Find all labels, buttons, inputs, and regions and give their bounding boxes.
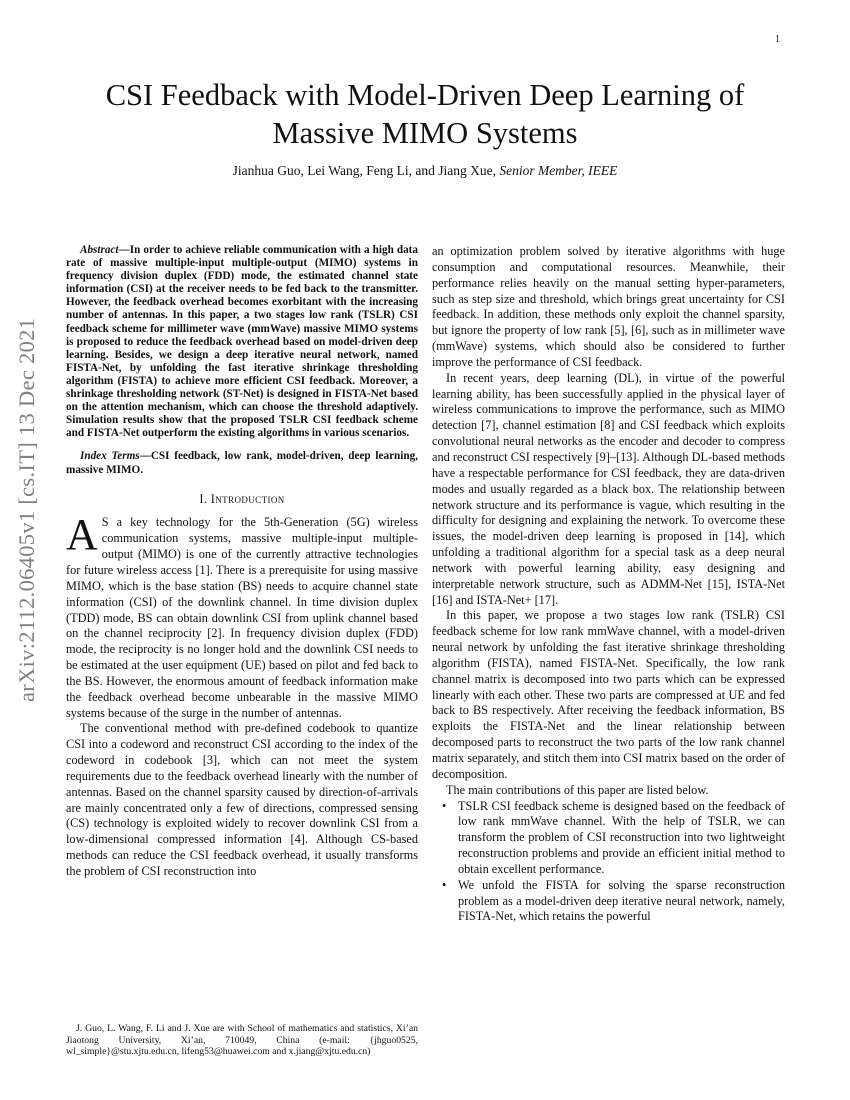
right-paragraph-2: In recent years, deep learning (DL), in virtue of the powerful learning ability, has been successfully applied in the physical layer of wireless communications to improve the performance, such as MIMO detection [7], channel estimation [8] and CSI feedback which exploits convolutional neural networks as the encoder and decoder to compress and reconstruct CSI respectively [9]–[13]. Although DL-based methods have a respectable performance for CSI feedback, they are data-driven modes and usually regarded as a black box. The relationship between network structure and its performance is vague, which resulting in the difficulty for designing and explaining the network. To overcome these issues, the model-driven deep learning is proposed in [14], which unfolding a traditional algorithm for a special task as a deep neural network with powerful learning ability, easy designing and interpretable network structure, such as ADMM-Net [15], ISTA-Net [16] and ISTA-Net+ [17]. — [432, 370, 785, 607]
index-terms-lead: Index Terms — [80, 450, 140, 463]
author-affiliation-footnote: J. Guo, L. Wang, F. Li and J. Xue are with School of mathematics and statistics, Xi’an Jiaotong University, Xi’an, 710049, China (e-mail: {jhguo0525, wl_simple}@stu.xjtu.edu.cn, lifeng53@huawei.com and x.jiang@xjtu.edu.cn) — [66, 1023, 418, 1058]
contribution-text: We unfold the FISTA for solving the sparse reconstruction problem as a model-driven deep iterative neural network, namely, FISTA-Net, which retains the powerful — [458, 877, 785, 924]
author-membership: Senior Member, IEEE — [499, 163, 618, 178]
arxiv-stamp: arXiv:2112.06405v1 [cs.IT] 13 Dec 2021 — [14, 317, 39, 702]
intro-paragraph-1-text: S a key technology for the 5th-Generation (5G) wireless communication systems, massive multiple-input multiple-output (MIMO) is one of the currently attractive technologies for future wireless access [1]. There is a prerequisite for using massive MIMO, which is the base station (BS) needs to acquire channel state information (CSI) of the downlink channel. In time division duplex (TDD) mode, BS can obtain downlink CSI from uplink channel based on the channel reciprocity [2]. In frequency division duplex (FDD) mode, the reciprocity is no longer hold and the downlink CSI needs to be estimated at the user equipment (UE) based on pilot and fed back to the BS. However, the enormous amount of feedback information make the feedback overhead become unbearable in the massive MIMO systems because of the surge in the number of antennas. — [66, 515, 418, 720]
intro-paragraph-2: The conventional method with pre-defined codebook to quantize CSI into a codeword and reconstruct CSI according to the index of the codeword in codebook [3], which can not meet the system requirements due to the feedback overhead linearly with the number of antennas. Based on the channel sparsity caused by direction-of-arrivals are mainly concentrated only a few of directions, compressed sensing (CS) technology is exploited widely to recover downlink CSI from a low-dimensional compressed information [4]. Although CS-based methods can reduce the CSI feedback overhead, it usually transforms the problem of CSI reconstruction into — [66, 721, 418, 878]
bullet-icon: • — [442, 877, 447, 892]
contribution-item — [442, 877, 785, 926]
author-list — [40, 163, 810, 179]
contributions-list — [432, 799, 785, 926]
intro-paragraph-1 — [66, 510, 418, 721]
bullet-icon: • — [442, 798, 447, 813]
contribution-text: TSLR CSI feedback scheme is designed based on the feedback of low rank mmWave channel. With the help of TSLR, we can transform the problem of CSI reconstruction into two lightweight reconstruction problems and provide an efficient initial method to obtain excellent performance. — [458, 798, 785, 876]
paper-title — [40, 76, 810, 152]
abstract-lead: Abstract — [80, 244, 119, 256]
abstract-text: —In order to achieve reliable communication with a high data rate of massive multiple-input multiple-output (MIMO) systems in frequency division duplex (FDD) mode, the estimated channel state information (CSI) at the receiver needs to be fed back to the transmitter. However, the feedback overhead becomes exorbitant with the increasing number of antennas. In this paper, a two stages low rank (TSLR) CSI feedback scheme for millimeter wave (mmWave) massive MIMO systems is proposed to reduce the feedback overhead based on model-driven deep learning. Besides, we design a deep iterative neural network, named FISTA-Net, by unfolding the fast iterative shrinkage thresholding algorithm (FISTA) to achieve more efficient CSI feedback. Moreover, a shrinkage thresholding network (ST-Net) is designed in FISTA-Net based on the attention mechanism, which can choose the threshold adaptively. Simulation results show that the proposed TSLR CSI feedback scheme and FISTA-Net outperform the existing algorithms in various scenarios. — [66, 244, 418, 440]
page-number: 1 — [775, 34, 780, 45]
left-column — [66, 244, 418, 880]
section-numeral: I. — [199, 491, 211, 506]
section-heading — [66, 492, 418, 508]
contribution-item — [442, 798, 785, 878]
right-paragraph-4: The main contributions of this paper are listed below. — [446, 782, 709, 797]
author-names: Jianhua Guo, Lei Wang, Feng Li, and Jiang Xue, — [232, 163, 496, 178]
title-line-1: CSI Feedback with Model-Driven Deep Learning of — [105, 78, 745, 112]
abstract — [66, 244, 418, 440]
section-title: Introduction — [210, 491, 285, 506]
title-line-2: Massive MIMO Systems — [272, 116, 578, 150]
drop-cap: A — [66, 510, 98, 560]
right-column — [432, 244, 785, 925]
index-terms-text: —CSI feedback, low rank, model-driven, deep learning, massive MIMO. — [66, 450, 418, 476]
right-paragraph-3: In this paper, we propose a two stages low rank (TSLR) CSI feedback scheme for low rank mmWave channel, with a model-driven neural network by unfolding the fast iterative shrinkage thresholding algorithm (FISTA), named FISTA-Net. Specifically, the low rank channel matrix is decomposed into two parts which can be expressed linearly with each other. These two parts are compressed at UE and fed back to BS respectively. After receiving the feedback information, BS exploits the FISTA-Net and the linear relationship between decomposed parts to reconstruct the two parts of the low rank channel matrix separately, and stitch them into CSI matrix based on the order of decomposition. — [432, 608, 785, 781]
right-paragraph-1: an optimization problem solved by iterative algorithms with huge consumption and computational resources. Meanwhile, their performance relies heavily on the manual setting hyper-parameters, such as step size and threshold, which brings great uncertainty for CSI feedback. In addition, these methods only exploit the channel sparsity, but ignore the property of low rank [5], [6], such as in millimeter wave (mmWave) systems, which should also be considered to further improve the performance of CSI feedback. — [432, 244, 785, 369]
index-terms — [66, 450, 418, 476]
